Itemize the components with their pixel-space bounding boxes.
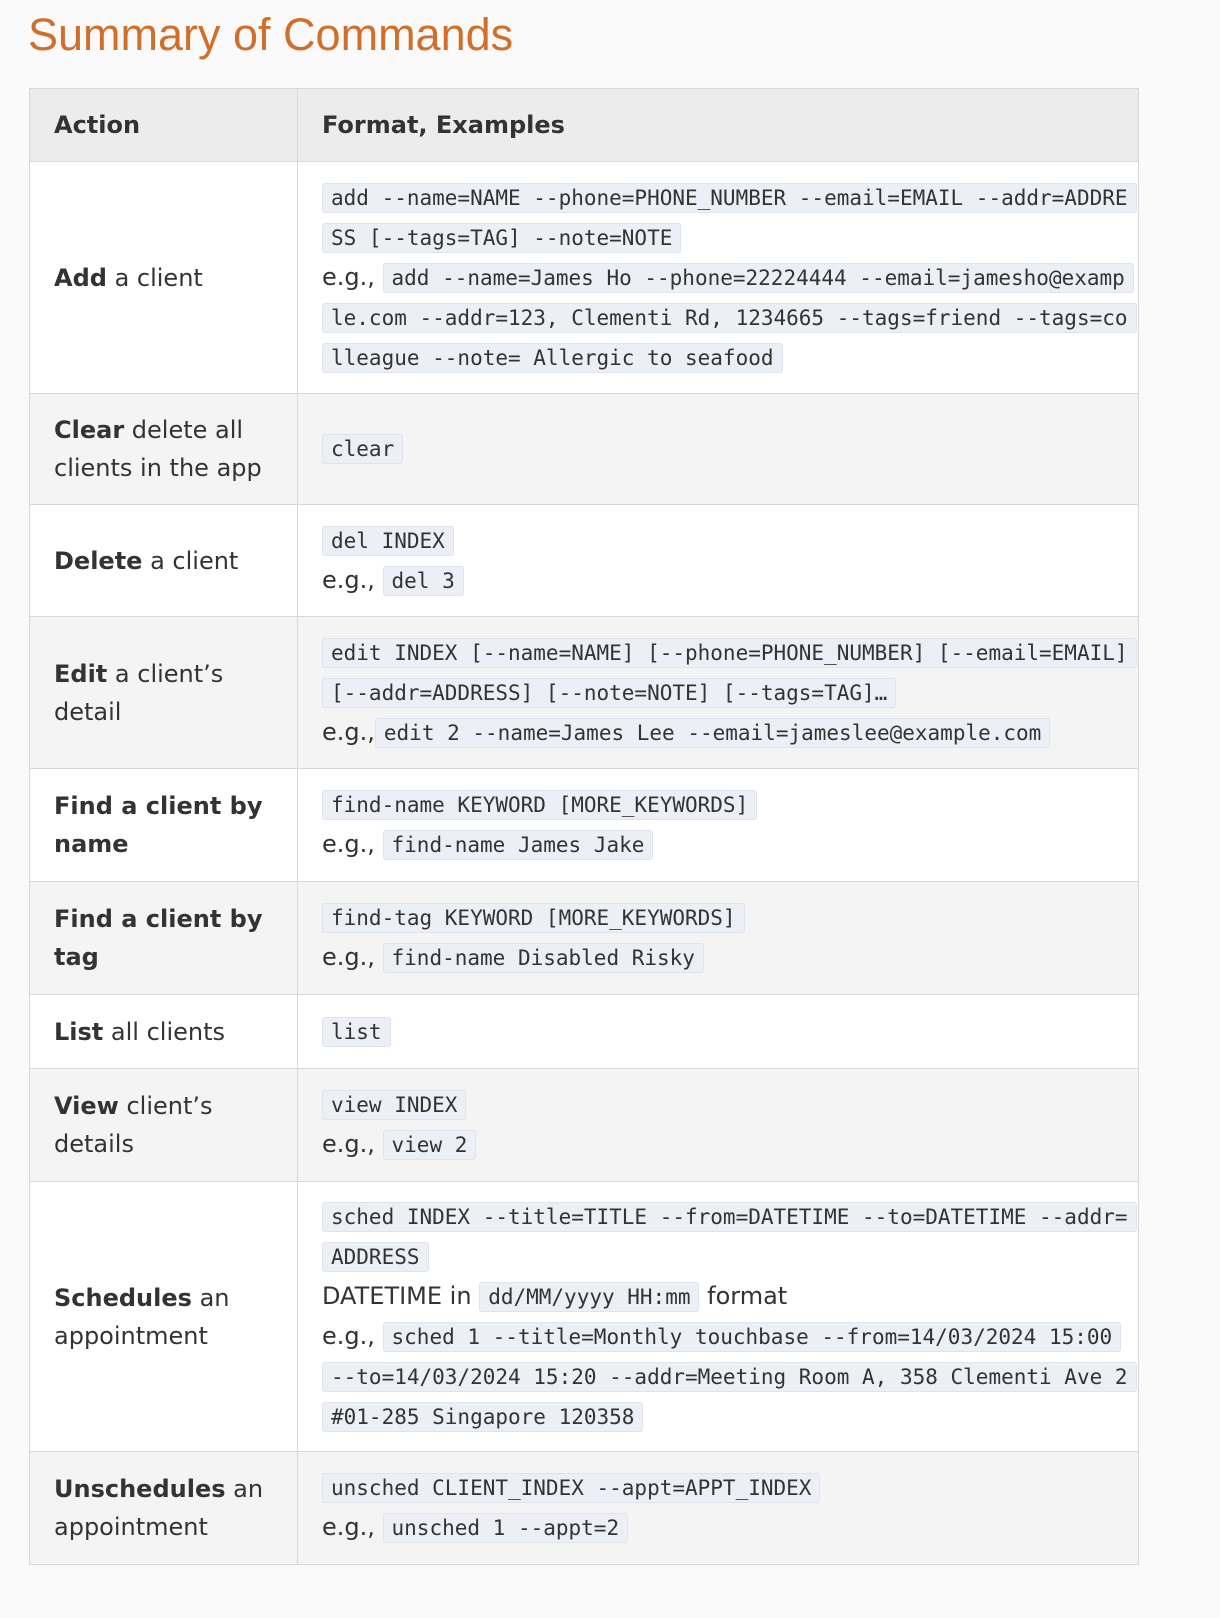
command-code: sched 1 --title=Monthly touchbase --from=14/03/2024 15:00 --to=14/03/2024 15:20 --addr=Meeting Room A, 358 Clementi Ave 2 #01-285 Singapore 120358 [322,1322,1137,1432]
table-row [30,617,1139,769]
format-cell [298,1182,1139,1452]
action-cell [30,995,298,1069]
format-line [322,1085,1128,1125]
table-row [30,505,1139,617]
command-code: find-tag KEYWORD [MORE_KEYWORDS] [322,903,745,933]
table-row [30,394,1139,505]
format-text: format [699,1281,788,1310]
action-description: delete all clients in the app [54,416,262,482]
table-row [30,882,1139,995]
format-line [322,1277,1128,1317]
action-cell [30,505,298,617]
format-cell [298,1069,1139,1182]
format-text: e.g., [322,1321,383,1350]
format-line [322,1197,1128,1277]
command-code: del 3 [383,566,464,596]
format-line [322,898,1128,938]
action-description: an appointment [54,1475,264,1541]
table-row [30,162,1139,394]
command-code: clear [322,434,403,464]
command-code: edit INDEX [--name=NAME] [--phone=PHONE_NUMBER] [--email=EMAIL] [--addr=ADDRESS] [--note=NOTE] [--tags=TAG]… [322,638,1137,708]
table-body [30,162,1139,1565]
format-cell [298,1452,1139,1565]
format-line [322,521,1128,561]
format-cell [298,394,1139,505]
format-cell [298,617,1139,769]
format-text: e.g., [322,943,383,971]
table-row [30,769,1139,882]
format-line [322,633,1128,713]
command-code: find-name KEYWORD [MORE_KEYWORDS] [322,790,757,820]
action-cell [30,394,298,505]
commands-table [29,88,1139,1565]
action-keyword: Unschedules [54,1475,226,1503]
command-code: list [322,1017,391,1047]
action-keyword: View [54,1092,119,1120]
format-text: e.g., [322,1130,383,1158]
action-cell [30,1452,298,1565]
action-description: a client’s detail [54,659,224,726]
table-row [30,1452,1139,1565]
command-code: find-name Disabled Risky [383,943,704,973]
table-row [30,1182,1139,1452]
action-keyword: Delete [54,546,143,575]
command-code: view INDEX [322,1090,466,1120]
table-header-row [30,89,1139,162]
format-cell [298,505,1139,617]
action-keyword: List [54,1017,104,1046]
format-line [322,1012,1128,1052]
format-line [322,178,1128,258]
action-cell [30,162,298,394]
format-cell [298,995,1139,1069]
command-code: unsched CLIENT_INDEX --appt=APPT_INDEX [322,1473,820,1503]
command-code: del INDEX [322,526,454,556]
format-line [322,785,1128,825]
action-cell [30,1069,298,1182]
format-line [322,1317,1128,1437]
format-cell [298,882,1139,995]
page-title: Summary of Commands [28,9,514,60]
command-code: find-name James Jake [383,830,654,860]
format-text: e.g., [322,1513,383,1541]
action-cell [30,1182,298,1452]
command-code: add --name=James Ho --phone=22224444 --email=jamesho@example.com --addr=123, Clementi Rd, 1234665 --tags=friend --tags=colleague --note= Allergic to seafood [322,263,1137,373]
action-keyword: Edit [54,659,108,688]
action-description: a client [106,263,203,292]
table-row [30,995,1139,1069]
action-cell [30,617,298,769]
format-line [322,938,1128,978]
command-code: sched INDEX --title=TITLE --from=DATETIME --to=DATETIME --addr=ADDRESS [322,1202,1137,1272]
format-text: e.g., [322,262,383,291]
action-keyword: Clear [54,416,125,444]
command-code: dd/MM/yyyy HH:mm [479,1282,699,1312]
table-row [30,1069,1139,1182]
format-text: e.g., [322,830,383,858]
command-code: edit 2 --name=James Lee --email=jameslee@example.com [375,718,1050,748]
format-line [322,561,1128,601]
action-cell [30,769,298,882]
format-text: e.g., [322,717,375,746]
action-keyword: Add [54,263,107,292]
action-description: all clients [103,1017,226,1046]
format-line [322,429,1128,469]
format-line [322,1508,1128,1548]
action-description: client’s details [54,1092,213,1158]
action-description: a client [142,546,239,575]
format-cell [298,769,1139,882]
format-text: e.g., [322,565,383,594]
column-header-action: Action [30,89,298,162]
action-keyword: Find a client by tag [54,905,263,971]
action-cell [30,882,298,995]
format-cell [298,162,1139,394]
command-code: view 2 [383,1130,477,1160]
action-keyword: Find a client by name [54,792,263,858]
command-code: unsched 1 --appt=2 [383,1513,629,1543]
action-keyword: Schedules [54,1283,192,1312]
format-line [322,1125,1128,1165]
format-line [322,825,1128,865]
column-header-format: Format, Examples [298,89,1139,162]
format-line [322,1468,1128,1508]
format-line [322,258,1128,378]
command-code: add --name=NAME --phone=PHONE_NUMBER --email=EMAIL --addr=ADDRESS [--tags=TAG] --note=NOTE [322,183,1137,253]
format-line [322,713,1128,753]
action-description: an appointment [54,1283,230,1350]
format-text: DATETIME in [322,1281,480,1310]
